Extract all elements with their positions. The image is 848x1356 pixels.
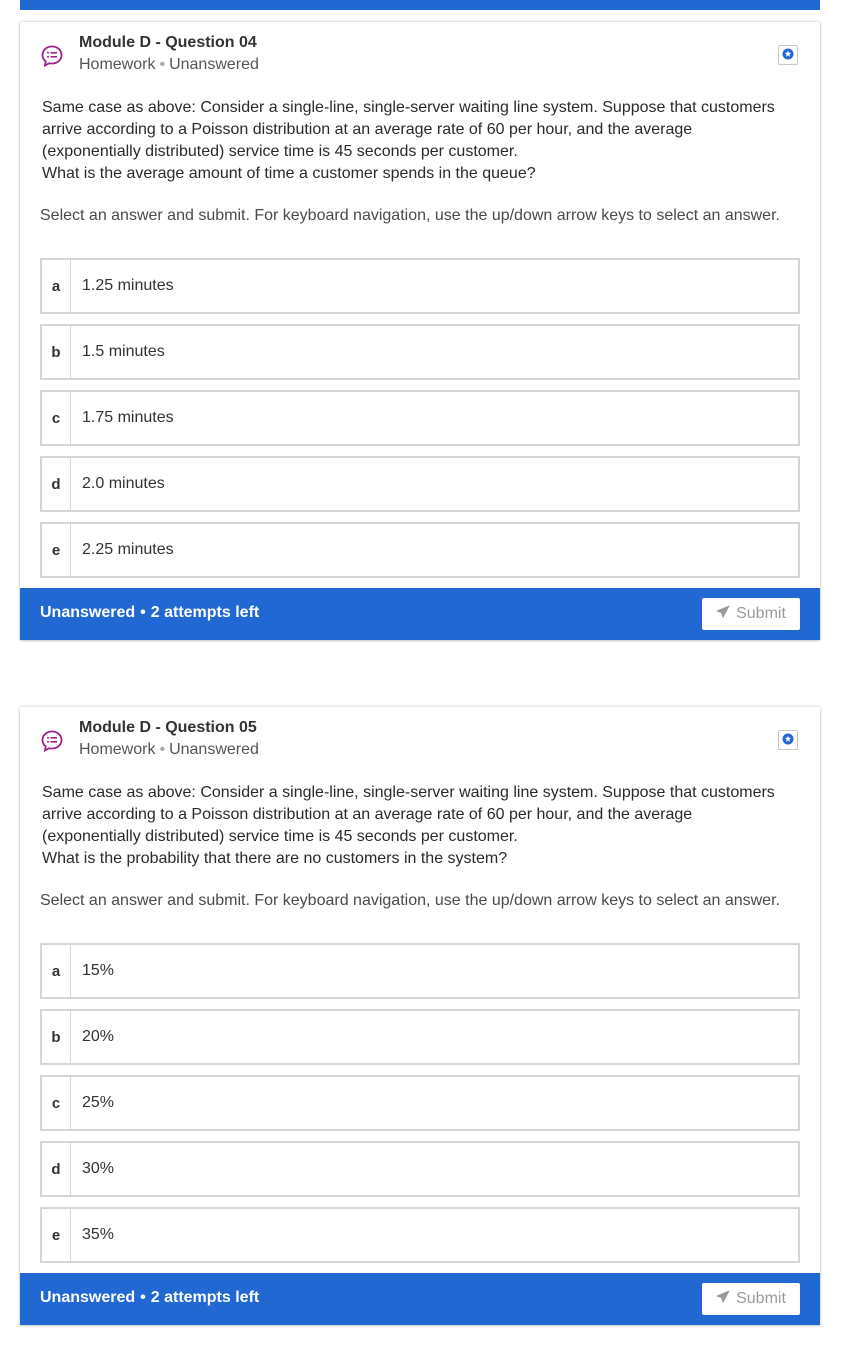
option-letter: e (42, 1209, 71, 1261)
question-body (42, 97, 782, 185)
status-separator: • (140, 1289, 146, 1306)
footer-status (40, 1289, 259, 1307)
question-status: Unanswered (169, 741, 259, 758)
submit-label: Submit (736, 605, 786, 622)
question-prompt: What is the average amount of time a customer spends in the queue? (42, 165, 536, 182)
meta-separator: • (159, 56, 166, 73)
paper-plane-icon (716, 1290, 736, 1309)
attempts-left: 2 attempts left (150, 1289, 260, 1306)
option-text: 2.25 minutes (82, 541, 174, 558)
question-type: Homework (79, 56, 156, 73)
option-text: 1.5 minutes (82, 343, 165, 360)
option-letter: b (42, 326, 71, 378)
question-meta (79, 741, 259, 759)
question-meta (79, 56, 259, 74)
option-letter: e (42, 524, 71, 576)
option-letter: d (42, 1143, 71, 1195)
list-speech-bubble-icon (40, 44, 64, 68)
answer-option-d[interactable] (40, 1141, 800, 1197)
answer-option-e[interactable] (40, 522, 800, 578)
option-text: 20% (82, 1028, 115, 1045)
answer-instructions: Select an answer and submit. For keyboard navigation, use the up/down arrow keys to select an answer. (40, 892, 780, 909)
previous-question-footer (20, 0, 820, 10)
footer-status (40, 604, 259, 622)
answer-option-d[interactable] (40, 456, 800, 512)
paper-plane-icon (716, 605, 736, 624)
question-context: Same case as above: Consider a single-line, single-server waiting line system. Suppose that customers arrive according to a Poisson distribution at an average rate of 60 per hour, and the average (exponentially distributed) service time is 45 seconds per customer. (42, 99, 775, 160)
answer-options (40, 258, 800, 588)
answer-option-b[interactable] (40, 1009, 800, 1065)
answer-option-c[interactable] (40, 390, 800, 446)
option-text: 35% (82, 1226, 115, 1243)
option-letter: a (42, 260, 71, 312)
question-type: Homework (79, 741, 156, 758)
question-status: Unanswered (169, 56, 259, 73)
status-separator: • (140, 604, 146, 621)
answer-option-e[interactable] (40, 1207, 800, 1263)
attempts-left: 2 attempts left (150, 604, 260, 621)
question-card (20, 707, 820, 1325)
option-text: 25% (82, 1094, 115, 1111)
option-letter: b (42, 1011, 71, 1063)
meta-separator: • (159, 741, 166, 758)
answer-option-a[interactable] (40, 943, 800, 999)
answer-status: Unanswered (40, 1289, 136, 1306)
answer-option-b[interactable] (40, 324, 800, 380)
bookmark-button[interactable] (778, 45, 798, 65)
option-text: 2.0 minutes (82, 475, 165, 492)
bookmark-button[interactable] (778, 730, 798, 750)
option-letter: a (42, 945, 71, 997)
question-footer (20, 588, 820, 640)
submit-button[interactable] (702, 598, 800, 630)
answer-option-c[interactable] (40, 1075, 800, 1131)
question-prompt: What is the probability that there are no customers in the system? (42, 850, 508, 867)
option-text: 15% (82, 962, 115, 979)
question-context: Same case as above: Consider a single-line, single-server waiting line system. Suppose that customers arrive according to a Poisson distribution at an average rate of 60 per hour, and the average (exponentially distributed) service time is 45 seconds per customer. (42, 784, 775, 845)
option-letter: d (42, 458, 71, 510)
star-badge-icon (782, 48, 794, 63)
question-footer (20, 1273, 820, 1325)
submit-button[interactable] (702, 1283, 800, 1315)
answer-options (40, 943, 800, 1273)
submit-label: Submit (736, 1290, 786, 1307)
answer-instructions: Select an answer and submit. For keyboard navigation, use the up/down arrow keys to select an answer. (40, 207, 780, 224)
option-letter: c (42, 392, 71, 444)
answer-option-a[interactable] (40, 258, 800, 314)
question-card (20, 22, 820, 640)
list-speech-bubble-icon (40, 729, 64, 753)
answer-status: Unanswered (40, 604, 136, 621)
star-badge-icon (782, 733, 794, 748)
option-text: 1.25 minutes (82, 277, 174, 294)
question-title: Module D - Question 05 (79, 719, 257, 736)
question-body (42, 782, 782, 870)
option-letter: c (42, 1077, 71, 1129)
option-text: 1.75 minutes (82, 409, 174, 426)
option-text: 30% (82, 1160, 115, 1177)
question-title: Module D - Question 04 (79, 34, 257, 51)
